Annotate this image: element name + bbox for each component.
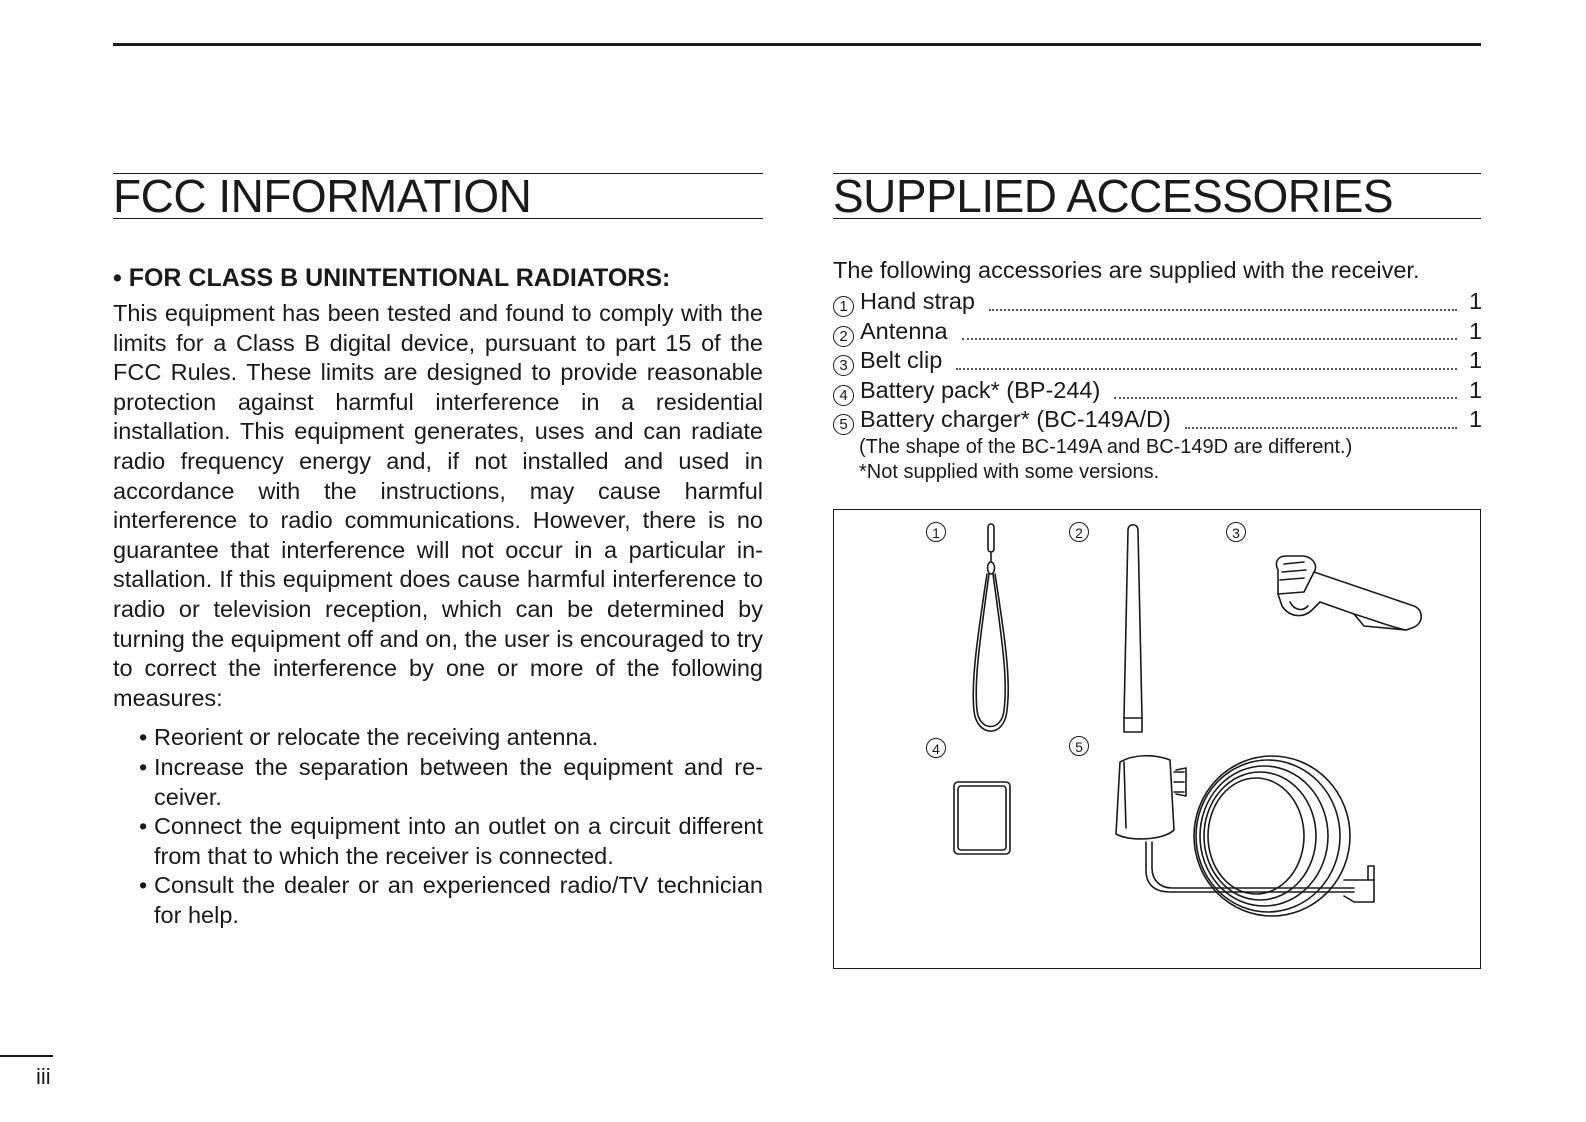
- item-number-badge: 5: [833, 414, 854, 435]
- accessory-qty: 1: [1469, 288, 1483, 314]
- item-number-badge: 1: [833, 296, 854, 317]
- accessory-qty: 1: [1469, 376, 1483, 403]
- figure-label: 3: [1226, 522, 1246, 542]
- accessory-name: Antenna: [860, 317, 948, 344]
- accessories-intro: The following accessories are supplied with the receiver.: [833, 257, 1420, 283]
- dot-leader: [989, 308, 1457, 311]
- accessory-name: Battery pack* (BP-244): [860, 376, 1101, 403]
- fcc-body: This equipment has been tested and found to comply with the limits for a Class B digital device, pursuant to part 15 of the FCC Rules. These limits are designed to provide reasonable protection against harmful interference in a residential installation. This equipment generates, uses and can radiate radio frequency energy and, if not installed and used in accordance with the instructions, may cause harmful interference to radio communications. However, there is no guarantee that interference will not occur in a particular installation. If this equipment does cause harmful interference to radio or television reception, which can be determined by turning the equipment off and on, the user is encouraged to try to correct the interference by one or more of the following measures:: [113, 300, 763, 711]
- figure-label: 5: [1069, 736, 1089, 756]
- accessories-figure: [833, 509, 1481, 969]
- bullet-icon: •: [139, 753, 148, 780]
- battery-pack-icon: [954, 782, 1010, 854]
- measure-item: • Increase the separation between the equipment and receiver.: [139, 753, 763, 810]
- dot-leader: [956, 367, 1457, 370]
- accessory-qty: 1: [1469, 406, 1483, 433]
- figure-label: 4: [926, 738, 946, 758]
- footer-rule: [0, 1055, 53, 1057]
- accessory-name: Hand strap: [860, 288, 975, 314]
- measure-item: • Connect the equipment into an outlet on a circuit different from that to which the receiver is connected.: [139, 813, 763, 869]
- antenna-icon: [1124, 525, 1142, 732]
- header-rule: [113, 43, 1481, 46]
- accessory-qty: 1: [1469, 347, 1483, 374]
- bullet-icon: •: [139, 872, 148, 899]
- page-number: iii: [36, 1064, 51, 1089]
- accessory-name: Belt clip: [860, 347, 943, 374]
- accessory-item: [833, 287, 1481, 317]
- item-number-badge: 2: [833, 326, 854, 347]
- item-number-badge: 4: [833, 385, 854, 406]
- fcc-section: [113, 170, 763, 930]
- accessory-name: Battery charger* (BC-149A/D): [860, 406, 1171, 433]
- accessory-qty: 1: [1469, 317, 1483, 344]
- accessories-list: [833, 287, 1481, 435]
- accessory-item: [833, 317, 1481, 347]
- measure-item: • Reorient or relocate the receiving antenna.: [139, 723, 763, 753]
- hand-strap-icon: [973, 524, 1008, 731]
- versions-note: *Not supplied with some versions.: [859, 460, 1160, 483]
- figure-label: 1: [926, 522, 946, 542]
- accessories-section: [833, 170, 1483, 485]
- dot-leader: [962, 337, 1457, 340]
- dot-leader: [1185, 426, 1457, 429]
- measures-list: [113, 723, 763, 930]
- bullet-icon: •: [139, 813, 148, 840]
- shape-note: (The shape of the BC-149A and BC-149D are different.): [859, 435, 1353, 458]
- battery-charger-icon: [1116, 756, 1374, 916]
- accessories-title: SUPPLIED ACCESSORIES: [833, 173, 1481, 219]
- fcc-subheading: • FOR CLASS B UNINTENTIONAL RADIATORS:: [113, 264, 671, 292]
- dot-leader: [1114, 396, 1457, 399]
- item-number-badge: 3: [833, 355, 854, 376]
- fcc-title: FCC INFORMATION: [113, 173, 763, 219]
- accessory-item: [833, 376, 1481, 406]
- accessory-item: [833, 346, 1481, 376]
- bullet-icon: •: [139, 724, 148, 751]
- measure-item: • Consult the dealer or an experienced radio/TV technician for help.: [139, 872, 763, 928]
- figure-label: 2: [1069, 522, 1089, 542]
- accessory-item: [833, 405, 1481, 435]
- belt-clip-icon: [1276, 556, 1421, 630]
